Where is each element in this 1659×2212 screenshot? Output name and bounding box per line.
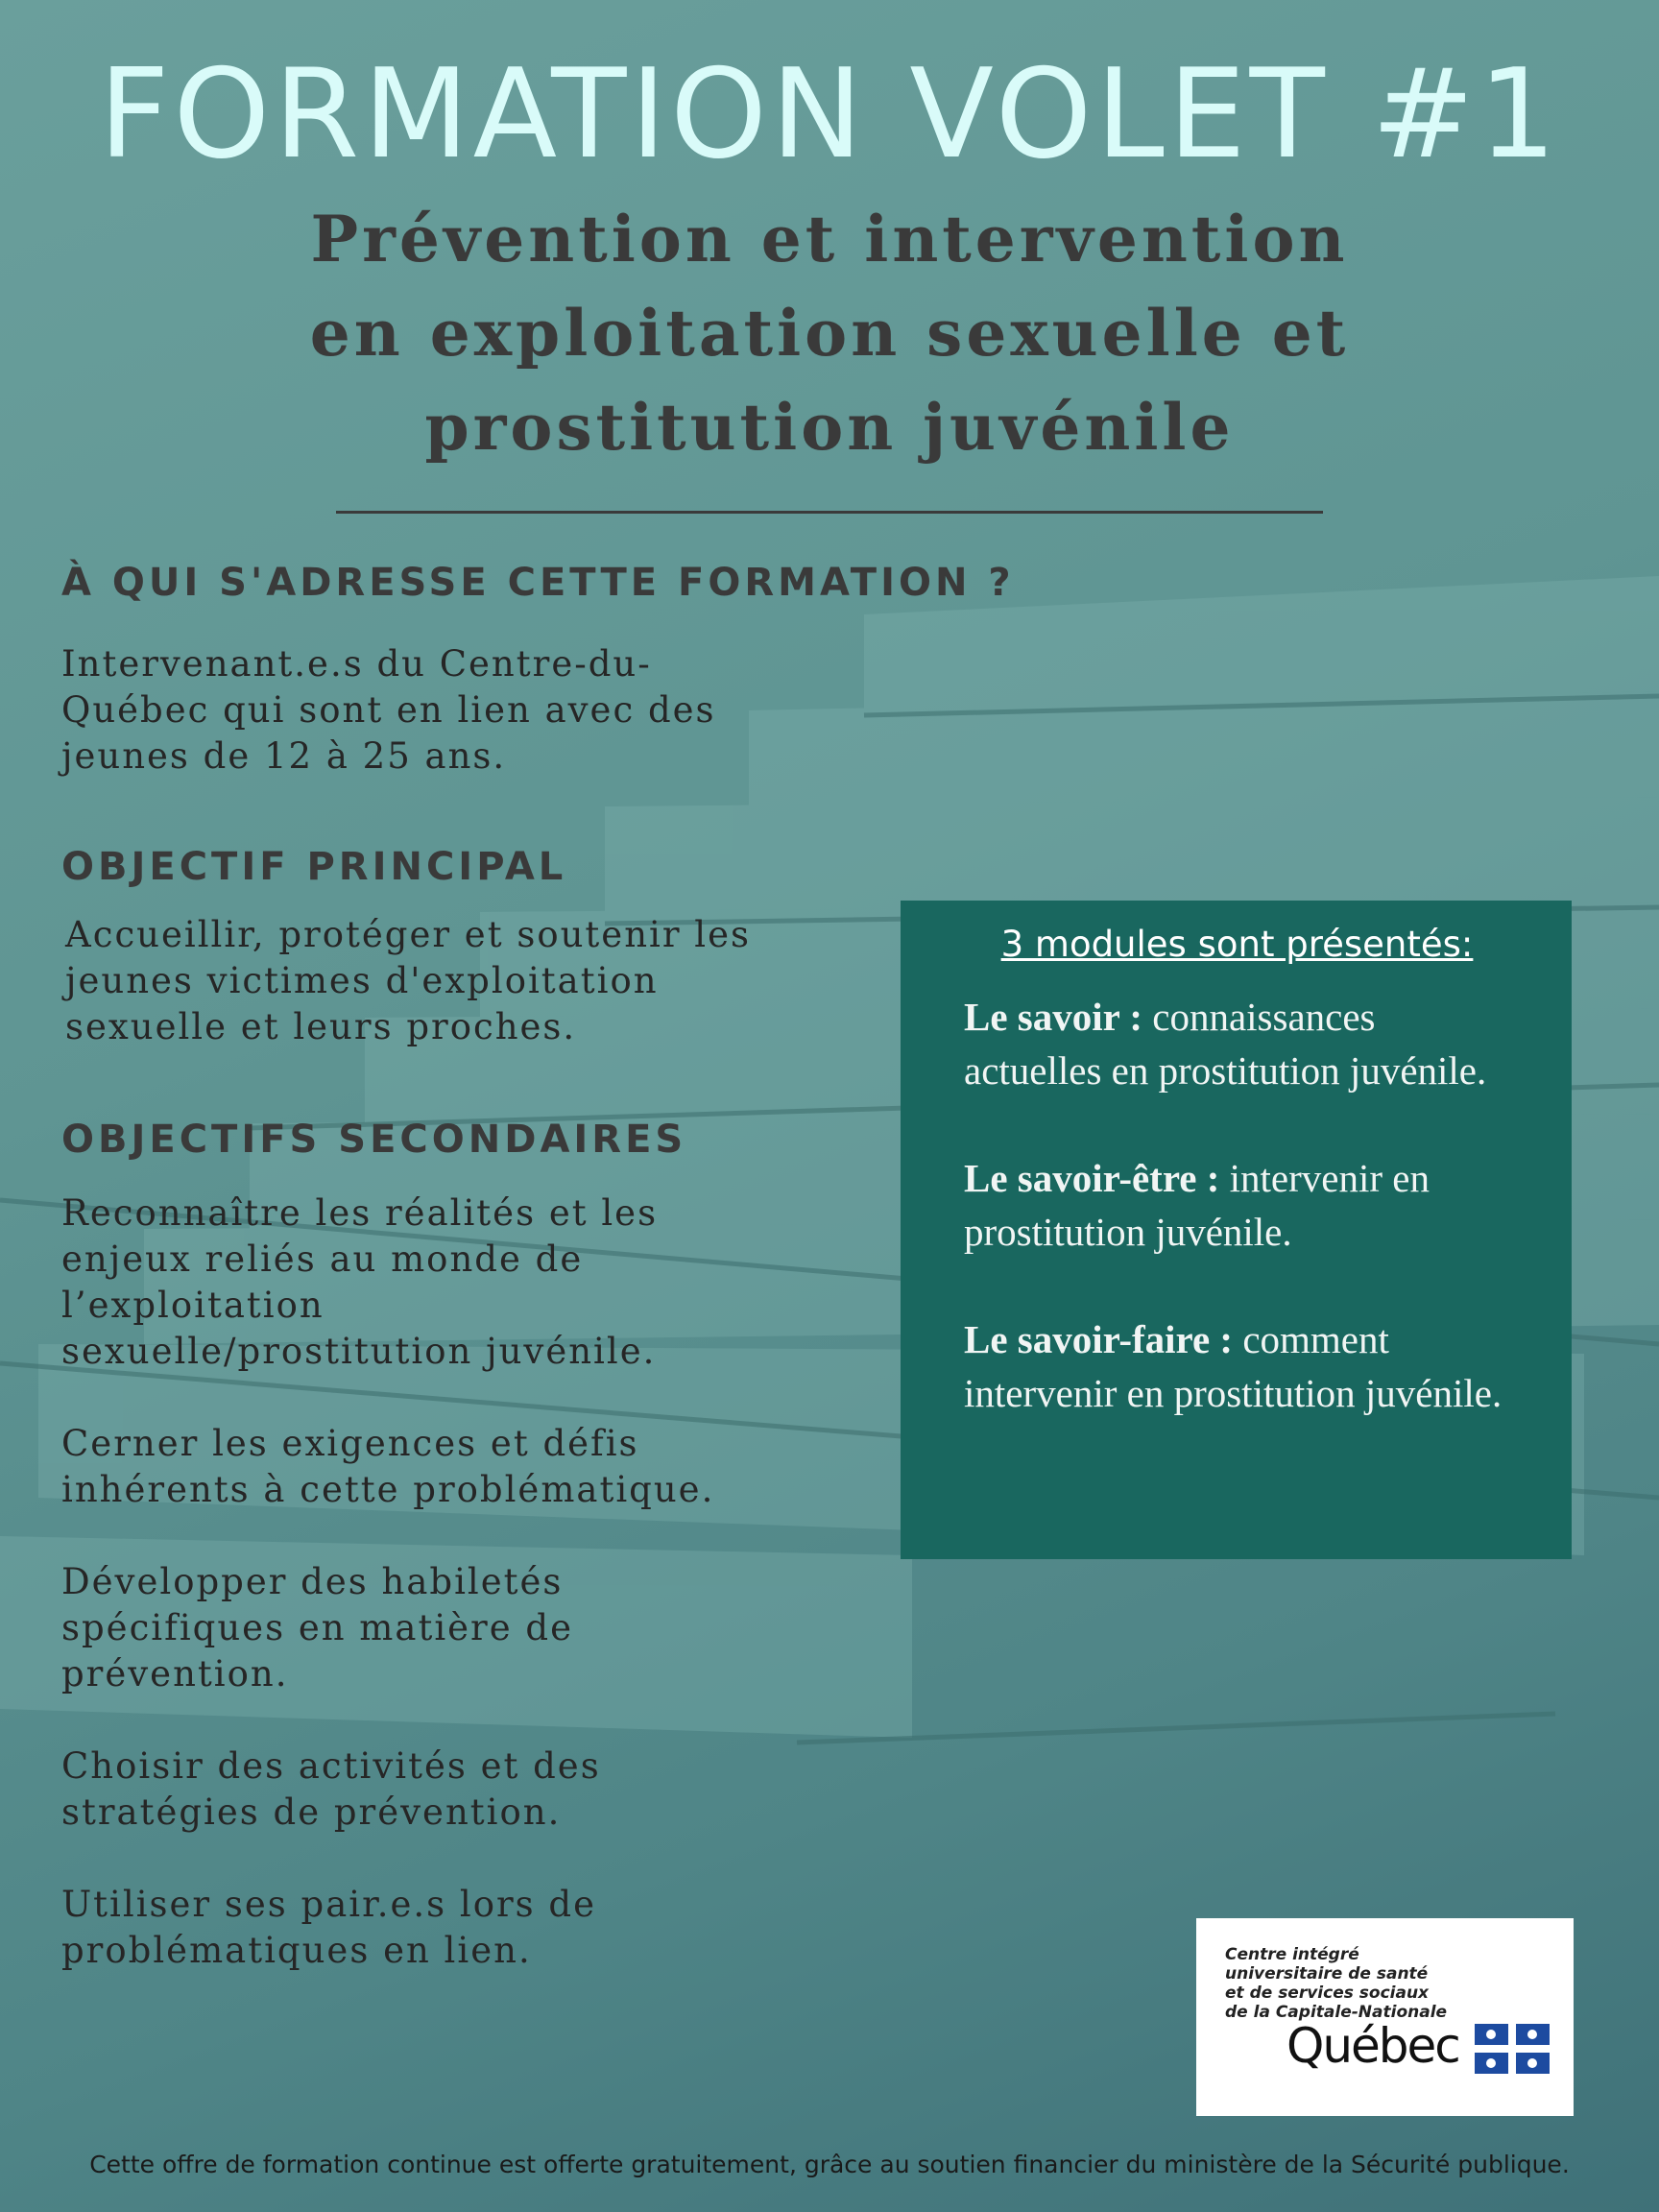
quebec-flag-icon [1475,2024,1550,2074]
module-desc: intervenir en prostitution juvénile. [964,1156,1430,1254]
logo-line: universitaire de santé [1225,1964,1429,1984]
text-line: Intervenant.e.s du Centre-du- [61,643,652,685]
audience-text [61,641,716,780]
list-item [61,1421,714,1513]
page-title: FORMATION VOLET #1 [98,43,1561,186]
modules-box [901,901,1572,1559]
logo-line: de la Capitale-Nationale [1225,2003,1448,2022]
list-item [61,1743,714,1836]
subtitle-line: Prévention et intervention [310,202,1349,276]
text-line: Reconnaître les réalités et les [61,1192,659,1234]
footer-note: Cette offre de formation continue est offerte gratuitement, grâce au soutien financier du ministère de la Sécurité publique. [89,2151,1570,2178]
logo-line: Centre intégré [1225,1945,1359,1964]
quebec-wordmark: Québec [1286,2018,1459,2074]
subtitle-line: en exploitation sexuelle et [309,296,1350,371]
logo-text [1225,1945,1447,2022]
text-line: Québec qui sont en lien avec des [61,689,716,731]
text-line: jeunes de 12 à 25 ans. [61,735,507,777]
module-item [964,1151,1510,1259]
module-desc: comment intervenir en prostitution juvénile. [964,1317,1503,1415]
text-line: jeunes victimes d'exploitation [65,960,659,1001]
text-line: enjeux reliés au monde de [61,1238,584,1280]
text-line: prévention. [61,1653,289,1695]
logo-line: et de services sociaux [1225,1984,1430,2003]
audience-heading: À QUI S'ADRESSE CETTE FORMATION ? [61,561,1015,605]
main-objective-text [65,912,751,1050]
list-item [61,1882,714,1974]
module-term: Le savoir : [964,995,1143,1039]
text-line: problématiques en lien. [61,1930,532,1971]
text-line: Utiliser ses pair.e.s lors de [61,1884,597,1925]
subtitle-line: prostitution juvénile [424,390,1235,465]
text-line: sexuelle et leurs proches. [65,1006,577,1047]
subtitle [221,192,1438,474]
secondary-objectives-heading: OBJECTIFS SECONDAIRES [61,1118,687,1162]
module-item [964,990,1510,1097]
text-line: Développer des habiletés [61,1561,564,1602]
text-line: sexuelle/prostitution juvénile. [61,1331,657,1372]
secondary-objectives-list [61,1190,714,2020]
text-line: l’exploitation [61,1285,325,1326]
text-line: Accueillir, protéger et soutenir les [65,914,752,955]
ciusss-logo [1196,1918,1574,2116]
module-term: Le savoir-être : [964,1156,1220,1200]
text-line: Choisir des activités et des [61,1745,601,1787]
list-item [61,1559,714,1697]
modules-title: 3 modules sont présentés: [1000,924,1474,965]
list-item [61,1190,714,1375]
main-objective-heading: OBJECTIF PRINCIPAL [61,845,567,889]
text-line: stratégies de prévention. [61,1791,562,1833]
text-line: inhérents à cette problématique. [61,1469,715,1510]
text-line: spécifiques en matière de [61,1607,573,1648]
module-desc: connaissances actuelles en prostitution juvénile. [964,995,1487,1093]
module-item [964,1312,1510,1420]
divider [336,511,1323,514]
module-term: Le savoir-faire : [964,1317,1234,1361]
text-line: Cerner les exigences et défis [61,1423,639,1464]
